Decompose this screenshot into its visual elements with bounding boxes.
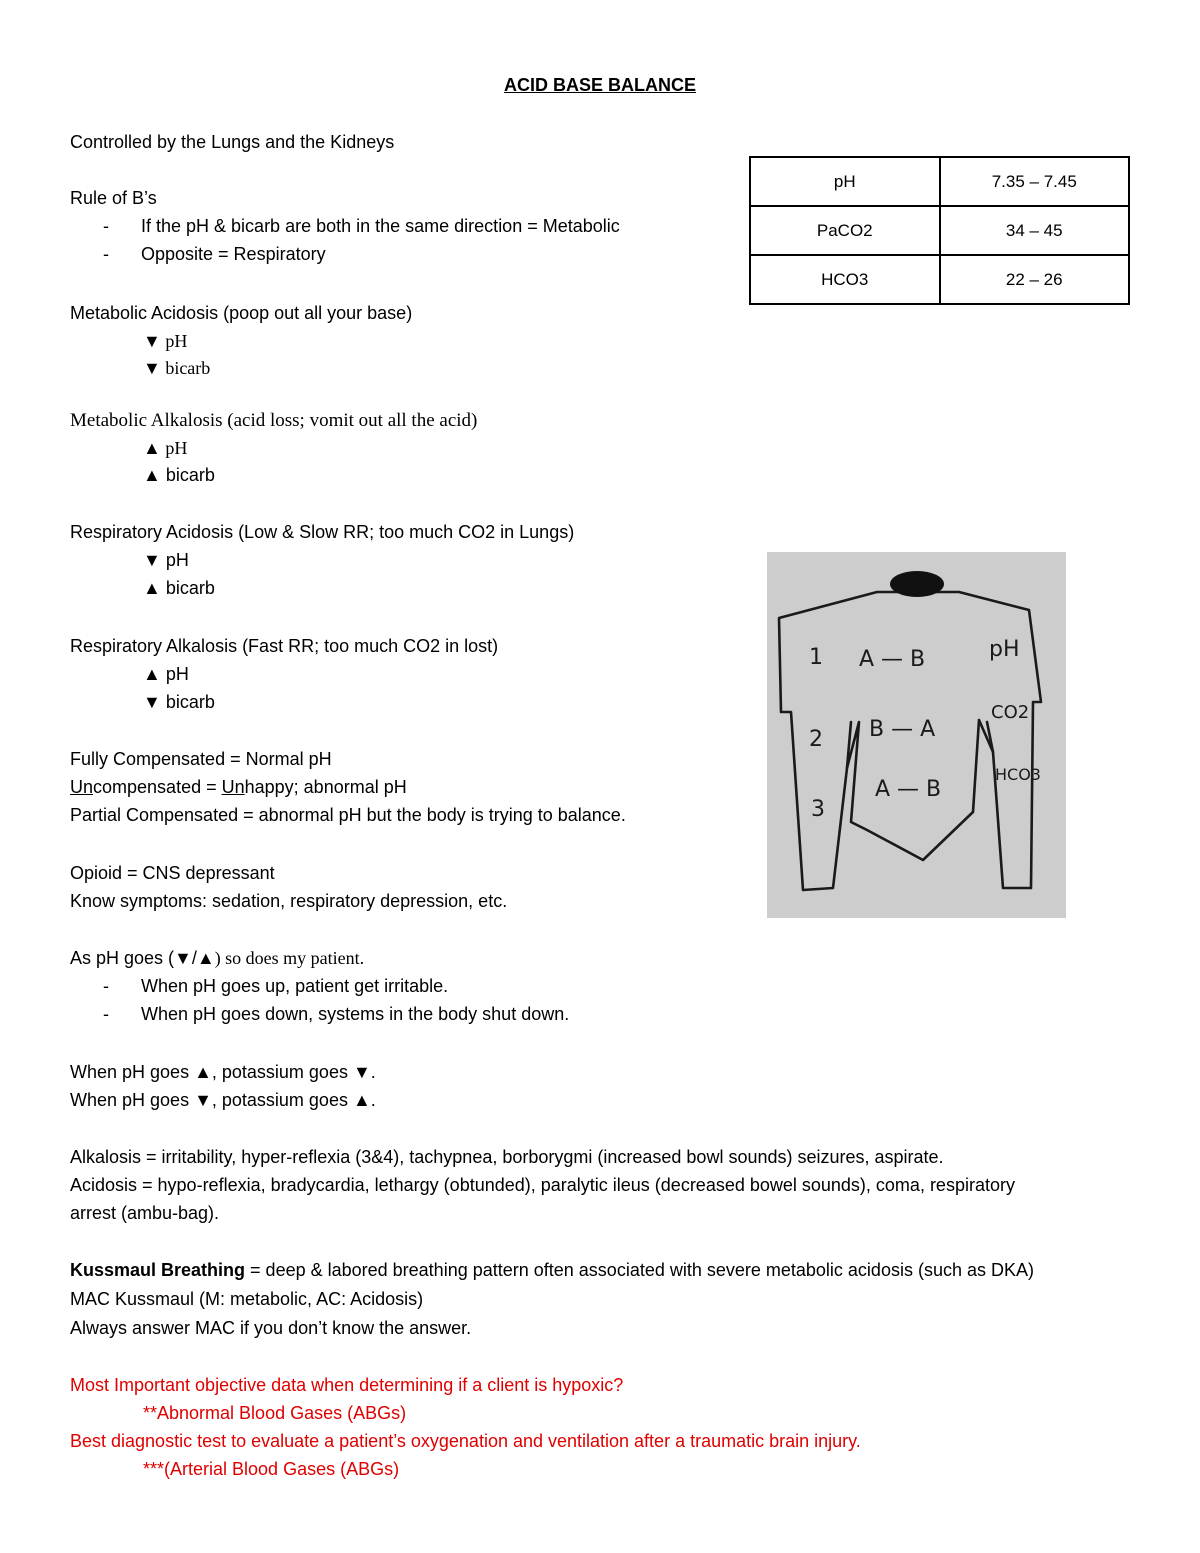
potassium-line: When pH goes ▲, potassium goes ▼. bbox=[70, 1062, 376, 1082]
acidosis-symptoms-cont: arrest (ambu-bag). bbox=[70, 1203, 220, 1223]
condition-ph: ▲ pH bbox=[143, 664, 189, 684]
rule-item: - bbox=[103, 216, 109, 236]
kussmaul-definition: Kussmaul Breathing = deep & labored breathing pattern often associated with severe metabolic acidosis (such as DKA) bbox=[70, 1260, 1034, 1280]
table-row bbox=[750, 206, 1129, 255]
sketch-collar bbox=[890, 571, 944, 597]
rule-item: Opposite = Respiratory bbox=[141, 244, 326, 264]
question: Best diagnostic test to evaluate a patient’s oxygenation and ventilation after a traumatic brain injury. bbox=[70, 1431, 861, 1451]
table-cell-label: pH bbox=[750, 157, 940, 206]
sketch-value: HCO3 bbox=[995, 765, 1041, 784]
condition-ph: ▲ pH bbox=[143, 438, 188, 458]
sketch-row-number: 2 bbox=[809, 727, 823, 752]
table-cell-label: HCO3 bbox=[750, 255, 940, 304]
question: Most Important objective data when determining if a client is hypoxic? bbox=[70, 1375, 624, 1395]
rule-item: - bbox=[103, 244, 109, 264]
condition-heading: Metabolic Alkalosis (acid loss; vomit out all the acid) bbox=[70, 410, 478, 431]
condition-heading: Respiratory Alkalosis (Fast RR; too much CO2 in lost) bbox=[70, 636, 499, 656]
partial-compensated: Partial Compensated = abnormal pH but the body is trying to balance. bbox=[70, 805, 626, 825]
reference-values-table bbox=[749, 156, 1130, 305]
opioid-line: Opioid = CNS depressant bbox=[70, 863, 275, 883]
ph-patient-item: When pH goes down, systems in the body shut down. bbox=[141, 1004, 570, 1024]
table-cell-range: 7.35 – 7.45 bbox=[940, 157, 1130, 206]
table-row bbox=[750, 157, 1129, 206]
condition-bicarb: ▼ bicarb bbox=[143, 358, 211, 378]
rule-heading: Rule of B’s bbox=[70, 188, 157, 208]
acidosis-symptoms: Acidosis = hypo-reflexia, bradycardia, lethargy (obtunded), paralytic ileus (decreased bowel sounds), coma, respiratory bbox=[70, 1175, 1015, 1195]
page-title: ACID BASE BALANCE bbox=[503, 75, 696, 95]
sketch-row-number: 3 bbox=[811, 797, 825, 822]
condition-bicarb: ▼ bicarb bbox=[143, 692, 215, 712]
sketch-pair: A — B bbox=[875, 777, 942, 802]
intro-text: Controlled by the Lungs and the Kidneys bbox=[70, 132, 395, 152]
table-row bbox=[750, 255, 1129, 304]
condition-bicarb: ▲ bicarb bbox=[143, 465, 215, 485]
sketch-row-number: 1 bbox=[809, 645, 823, 670]
sketch-pair: B — A bbox=[869, 717, 936, 742]
table-cell-label: PaCO2 bbox=[750, 206, 940, 255]
condition-ph: ▼ pH bbox=[143, 331, 188, 351]
mac-kussmaul: MAC Kussmaul (M: metabolic, AC: Acidosis) bbox=[70, 1289, 424, 1309]
answer: **Abnormal Blood Gases (ABGs) bbox=[143, 1403, 407, 1423]
sketch-value: pH bbox=[989, 637, 1020, 662]
potassium-line: When pH goes ▼, potassium goes ▲. bbox=[70, 1090, 376, 1110]
fully-compensated: Fully Compensated = Normal pH bbox=[70, 749, 332, 769]
ph-patient-item: When pH goes up, patient get irritable. bbox=[141, 976, 449, 996]
sketch-drawing bbox=[767, 552, 1066, 918]
answer: ***(Arterial Blood Gases (ABGs) bbox=[143, 1459, 400, 1479]
mac-tip: Always answer MAC if you don’t know the answer. bbox=[70, 1318, 472, 1338]
condition-heading: Respiratory Acidosis (Low & Slow RR; too much CO2 in Lungs) bbox=[70, 522, 575, 542]
ph-patient-item: - bbox=[103, 1004, 109, 1024]
sweater-mnemonic-sketch bbox=[767, 552, 1066, 918]
table-cell-range: 34 – 45 bbox=[940, 206, 1130, 255]
table-cell-range: 22 – 26 bbox=[940, 255, 1130, 304]
uncompensated: Uncompensated = Unhappy; abnormal pH bbox=[70, 777, 407, 797]
rule-item: If the pH & bicarb are both in the same direction = Metabolic bbox=[141, 216, 620, 236]
condition-ph: ▼ pH bbox=[143, 550, 189, 570]
ph-patient-item: - bbox=[103, 976, 109, 996]
condition-bicarb: ▲ bicarb bbox=[143, 578, 215, 598]
opioid-symptoms: Know symptoms: sedation, respiratory depression, etc. bbox=[70, 891, 508, 911]
ph-patient-lead: As pH goes (▼/▲) so does my patient. bbox=[70, 948, 365, 968]
sketch-pair: A — B bbox=[859, 647, 926, 672]
alkalosis-symptoms: Alkalosis = irritability, hyper-reflexia (3&4), tachypnea, borborygmi (increased bowl sounds) seizures, aspirate. bbox=[70, 1147, 944, 1167]
sketch-value: CO2 bbox=[991, 702, 1030, 723]
condition-heading: Metabolic Acidosis (poop out all your base) bbox=[70, 303, 413, 323]
